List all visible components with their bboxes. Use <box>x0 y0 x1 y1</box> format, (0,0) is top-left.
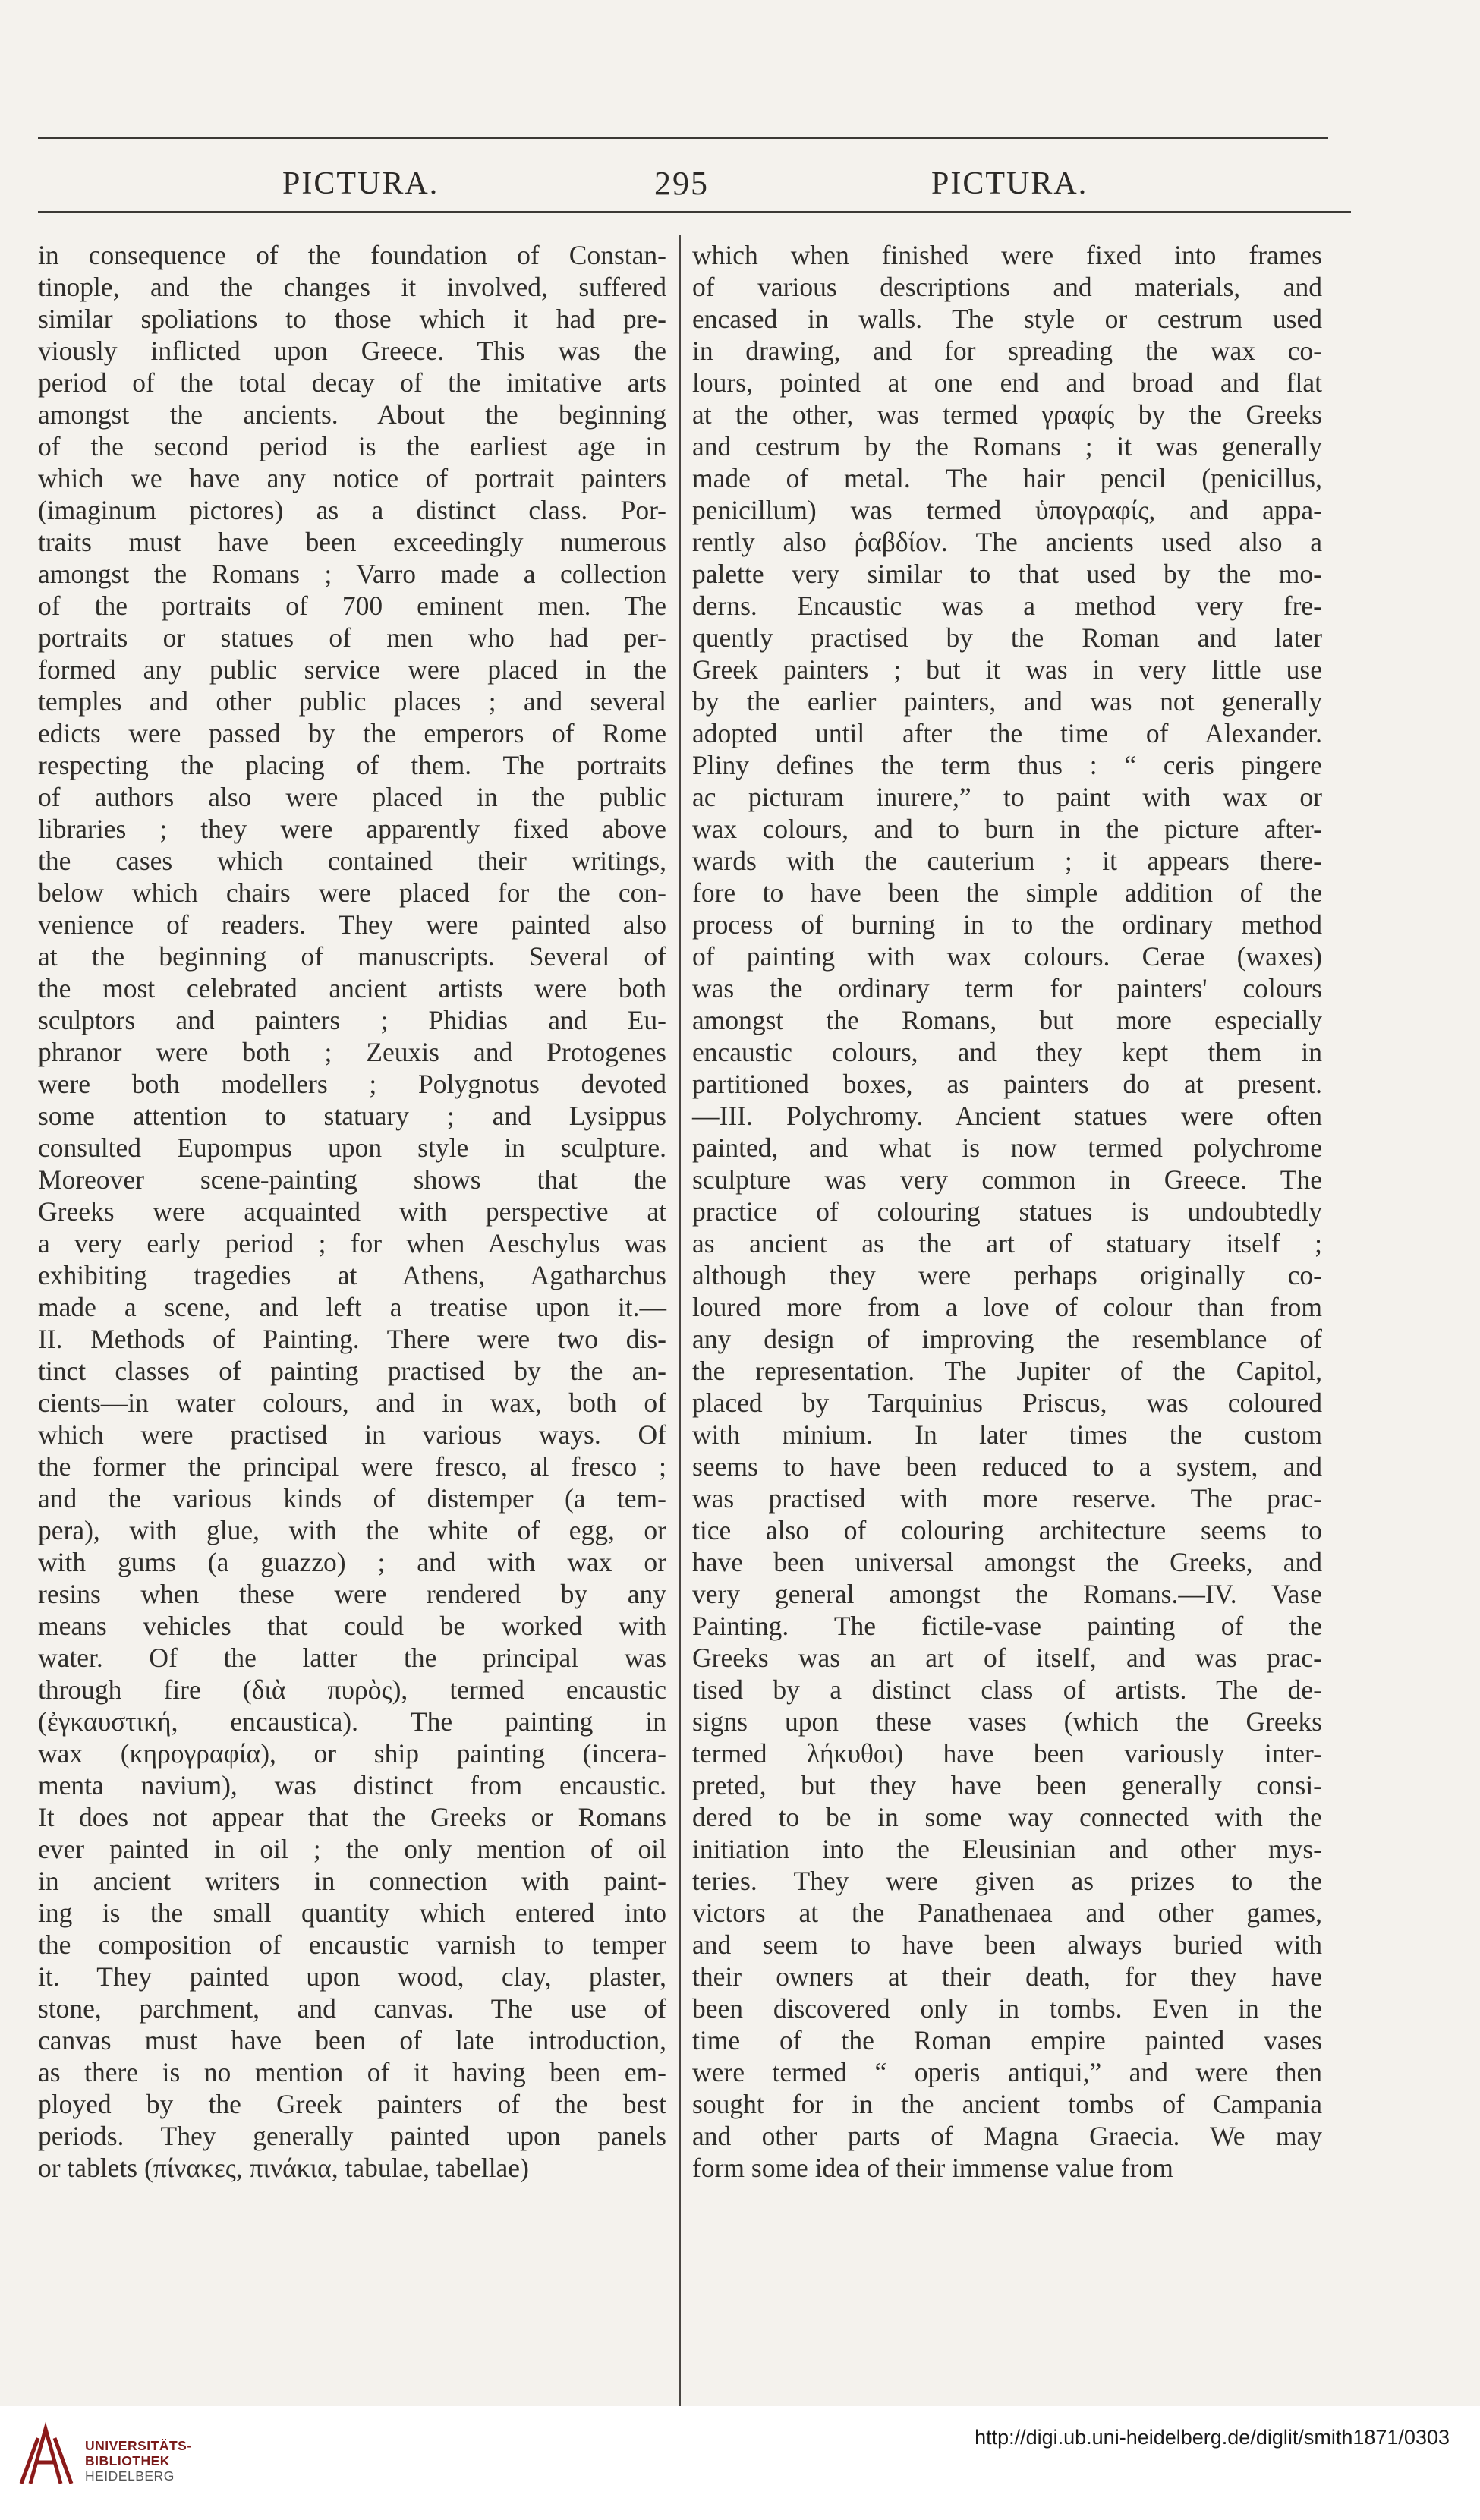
text-line: teries. They were given as prizes to the <box>692 1866 1322 1896</box>
text-line: was the ordinary term for painters' colours <box>692 973 1322 1003</box>
text-line: and the various kinds of distemper (a tem- <box>38 1483 666 1514</box>
text-line: rently also ῥαβδίον. The ancients used also a <box>692 527 1322 557</box>
text-line: the cases which contained their writings, <box>38 846 666 876</box>
page-number: 295 <box>654 165 709 202</box>
text-line: loured more from a love of colour than from <box>692 1292 1322 1322</box>
logo-text-line1: UNIVERSITÄTS- <box>85 2438 192 2453</box>
text-line: signs upon these vases (which the Greeks <box>692 1706 1322 1737</box>
text-line: process of burning in to the ordinary method <box>692 909 1322 940</box>
text-line: —III. Polychromy. Ancient statues were often <box>692 1101 1322 1131</box>
text-line: Greeks were acquainted with perspective at <box>38 1196 666 1227</box>
text-line: (imaginum pictores) as a distinct class. Por- <box>38 495 666 525</box>
text-line: sculpture was very common in Greece. The <box>692 1164 1322 1195</box>
text-line: the composition of encaustic varnish to temper <box>38 1929 666 1960</box>
text-line: It does not appear that the Greeks or Romans <box>38 1802 666 1832</box>
text-line: partitioned boxes, as painters do at present. <box>692 1069 1322 1099</box>
text-line: encaustic colours, and they kept them in <box>692 1037 1322 1067</box>
text-line: which when finished were fixed into frames <box>692 240 1322 270</box>
text-line: practice of colouring statues is undoubtedly <box>692 1196 1322 1227</box>
footer-bar <box>0 2406 1480 2520</box>
text-line: water. Of the latter the principal was <box>38 1643 666 1673</box>
text-line: placed by Tarquinius Priscus, was coloured <box>692 1388 1322 1418</box>
text-line: of authors also were placed in the public <box>38 782 666 812</box>
text-line: penicillum) was termed ὑπογραφίς, and appa- <box>692 495 1322 525</box>
text-line: which we have any notice of portrait painters <box>38 463 666 493</box>
text-line: quently practised by the Roman and later <box>692 622 1322 653</box>
text-line: the former the principal were fresco, al fresco ; <box>38 1451 666 1482</box>
text-line: encased in walls. The style or cestrum used <box>692 304 1322 334</box>
text-line: of painting with wax colours. Cerae (waxes) <box>692 941 1322 972</box>
text-line: (ἐγκαυστική, encaustica). The painting in <box>38 1706 666 1737</box>
text-line: any design of improving the resemblance of <box>692 1324 1322 1354</box>
text-line: lours, pointed at one end and broad and flat <box>692 367 1322 398</box>
text-line: of the portraits of 700 eminent men. The <box>38 591 666 621</box>
text-line: cients—in water colours, and in wax, both of <box>38 1388 666 1418</box>
text-line: traits must have been exceedingly numerous <box>38 527 666 557</box>
text-line: the representation. The Jupiter of the Capitol, <box>692 1356 1322 1386</box>
text-line: Painting. The fictile-vase painting of the <box>692 1611 1322 1641</box>
text-line: periods. They generally painted upon panels <box>38 2121 666 2151</box>
text-line: derns. Encaustic was a method very fre- <box>692 591 1322 621</box>
text-line: was practised with more reserve. The prac- <box>692 1483 1322 1514</box>
text-line: some attention to statuary ; and Lysippus <box>38 1101 666 1131</box>
text-line: consulted Eupompus upon style in sculpture. <box>38 1132 666 1163</box>
text-line: wax colours, and to burn in the picture after- <box>692 814 1322 844</box>
header-right-title: PICTURA. <box>931 166 1088 201</box>
text-line: ployed by the Greek painters of the best <box>38 2089 666 2119</box>
text-line: means vehicles that could be worked with <box>38 1611 666 1641</box>
text-line: Moreover scene-painting shows that the <box>38 1164 666 1195</box>
text-line: were both modellers ; Polygnotus devoted <box>38 1069 666 1099</box>
text-line: it. They painted upon wood, clay, plaster, <box>38 1961 666 1992</box>
text-line: venience of readers. They were painted also <box>38 909 666 940</box>
text-line: dered to be in some way connected with the <box>692 1802 1322 1832</box>
text-line: in consequence of the foundation of Constan- <box>38 240 666 270</box>
top-rule <box>38 137 1328 139</box>
text-line: of the second period is the earliest age in <box>38 431 666 461</box>
text-line: fore to have been the simple addition of the <box>692 877 1322 908</box>
text-line: similar spoliations to those which it had pre- <box>38 304 666 334</box>
text-line: in drawing, and for spreading the wax co- <box>692 335 1322 366</box>
text-line: which were practised in various ways. Of <box>38 1419 666 1450</box>
text-line: termed λήκυθοι) have been variously inter- <box>692 1738 1322 1769</box>
text-line: been discovered only in tombs. Even in the <box>692 1993 1322 2024</box>
text-line: and cestrum by the Romans ; it was generally <box>692 431 1322 461</box>
text-line: made a scene, and left a treatise upon it.— <box>38 1292 666 1322</box>
text-line: were termed “ operis antiqui,” and were then <box>692 2057 1322 2087</box>
university-library-logo-icon <box>15 2408 77 2491</box>
text-line: adopted until after the time of Alexander. <box>692 718 1322 748</box>
text-line: time of the Roman empire painted vases <box>692 2025 1322 2055</box>
text-line: although they were perhaps originally co- <box>692 1260 1322 1290</box>
text-line: ever painted in oil ; the only mention of oil <box>38 1834 666 1864</box>
text-line: the most celebrated ancient artists were both <box>38 973 666 1003</box>
text-line: at the other, was termed γραφίς by the Greeks <box>692 399 1322 430</box>
text-line: stone, parchment, and canvas. The use of <box>38 1993 666 2024</box>
text-line: palette very similar to that used by the mo- <box>692 559 1322 589</box>
text-line: sculptors and painters ; Phidias and Eu- <box>38 1005 666 1035</box>
header-left-title: PICTURA. <box>282 166 439 201</box>
text-line: edicts were passed by the emperors of Rome <box>38 718 666 748</box>
text-line: Greek painters ; but it was in very little use <box>692 654 1322 685</box>
text-line: of various descriptions and materials, and <box>692 272 1322 302</box>
text-line: amongst the ancients. About the beginning <box>38 399 666 430</box>
text-line: made of metal. The hair pencil (penicillus, <box>692 463 1322 493</box>
text-line: amongst the Romans, but more especially <box>692 1005 1322 1035</box>
text-line: ing is the small quantity which entered into <box>38 1898 666 1928</box>
permalink-url[interactable]: http://digi.ub.uni-heidelberg.de/diglit/smith1871/0303 <box>975 2426 1450 2449</box>
text-line: with gums (a guazzo) ; and with wax or <box>38 1547 666 1577</box>
text-line: temples and other public places ; and several <box>38 686 666 717</box>
text-line: and other parts of Magna Graecia. We may <box>692 2121 1322 2151</box>
text-line: menta navium), was distinct from encaustic. <box>38 1770 666 1800</box>
text-line: their owners at their death, for they have <box>692 1961 1322 1992</box>
text-line: in ancient writers in connection with paint- <box>38 1866 666 1896</box>
text-line: tinople, and the changes it involved, suffered <box>38 272 666 302</box>
text-line: initiation into the Eleusinian and other mys- <box>692 1834 1322 1864</box>
text-line: seems to have been reduced to a system, and <box>692 1451 1322 1482</box>
text-line: have been universal amongst the Greeks, and <box>692 1547 1322 1577</box>
text-line: ac picturam inurere,” to paint with wax or <box>692 782 1322 812</box>
text-line: as ancient as the art of statuary itself ; <box>692 1228 1322 1258</box>
right-column <box>692 239 1322 2184</box>
text-line: tice also of colouring architecture seems to <box>692 1515 1322 1545</box>
logo-text-line2: BIBLIOTHEK <box>85 2453 170 2468</box>
text-line: form some idea of their immense value from <box>692 2153 1173 2183</box>
text-line: tinct classes of painting practised by the an- <box>38 1356 666 1386</box>
text-line: canvas must have been of late introduction, <box>38 2025 666 2055</box>
running-header <box>0 150 1480 203</box>
text-line: amongst the Romans ; Varro made a collection <box>38 559 666 589</box>
text-line: exhibiting tragedies at Athens, Agatharchus <box>38 1260 666 1290</box>
text-line: Greeks was an art of itself, and was prac- <box>692 1643 1322 1673</box>
text-line: as there is no mention of it having been em- <box>38 2057 666 2087</box>
text-line: Pliny defines the term thus : “ ceris pingere <box>692 750 1322 780</box>
text-line: a very early period ; for when Aeschylus was <box>38 1228 666 1258</box>
logo-text-line3: HEIDELBERG <box>85 2468 175 2484</box>
text-line: viously inflicted upon Greece. This was the <box>38 335 666 366</box>
text-line: portraits or statues of men who had per- <box>38 622 666 653</box>
text-line: period of the total decay of the imitative arts <box>38 367 666 398</box>
text-line: victors at the Panathenaea and other games, <box>692 1898 1322 1928</box>
text-line: respecting the placing of them. The portraits <box>38 750 666 780</box>
header-rule <box>38 211 1351 213</box>
text-line: very general amongst the Romans.—IV. Vase <box>692 1579 1322 1609</box>
text-line: formed any public service were placed in the <box>38 654 666 685</box>
text-line: wards with the cauterium ; it appears there- <box>692 846 1322 876</box>
text-line: by the earlier painters, and was not generally <box>692 686 1322 717</box>
text-line: phranor were both ; Zeuxis and Protogenes <box>38 1037 666 1067</box>
text-line: sought for in the ancient tombs of Campania <box>692 2089 1322 2119</box>
text-line: or tablets (πίνακες, πινάκια, tabulae, tabellae) <box>38 2153 529 2183</box>
text-line: at the beginning of manuscripts. Several of <box>38 941 666 972</box>
text-line: libraries ; they were apparently fixed above <box>38 814 666 844</box>
text-line: pera), with glue, with the white of egg, or <box>38 1515 666 1545</box>
text-line: below which chairs were placed for the con- <box>38 877 666 908</box>
text-line: painted, and what is now termed polychrome <box>692 1132 1322 1163</box>
text-line: resins when these were rendered by any <box>38 1579 666 1609</box>
left-column <box>38 239 666 2184</box>
text-line: II. Methods of Painting. There were two dis- <box>38 1324 666 1354</box>
text-line: wax (κηρογραφία), or ship painting (incera- <box>38 1738 666 1769</box>
text-line: tised by a distinct class of artists. The de- <box>692 1674 1322 1705</box>
text-line: through fire (διὰ πυρὸς), termed encaustic <box>38 1674 666 1705</box>
text-line: and seem to have been always buried with <box>692 1929 1322 1960</box>
text-line: with minium. In later times the custom <box>692 1419 1322 1450</box>
text-line: preted, but they have been generally consi- <box>692 1770 1322 1800</box>
column-divider <box>679 235 681 2444</box>
